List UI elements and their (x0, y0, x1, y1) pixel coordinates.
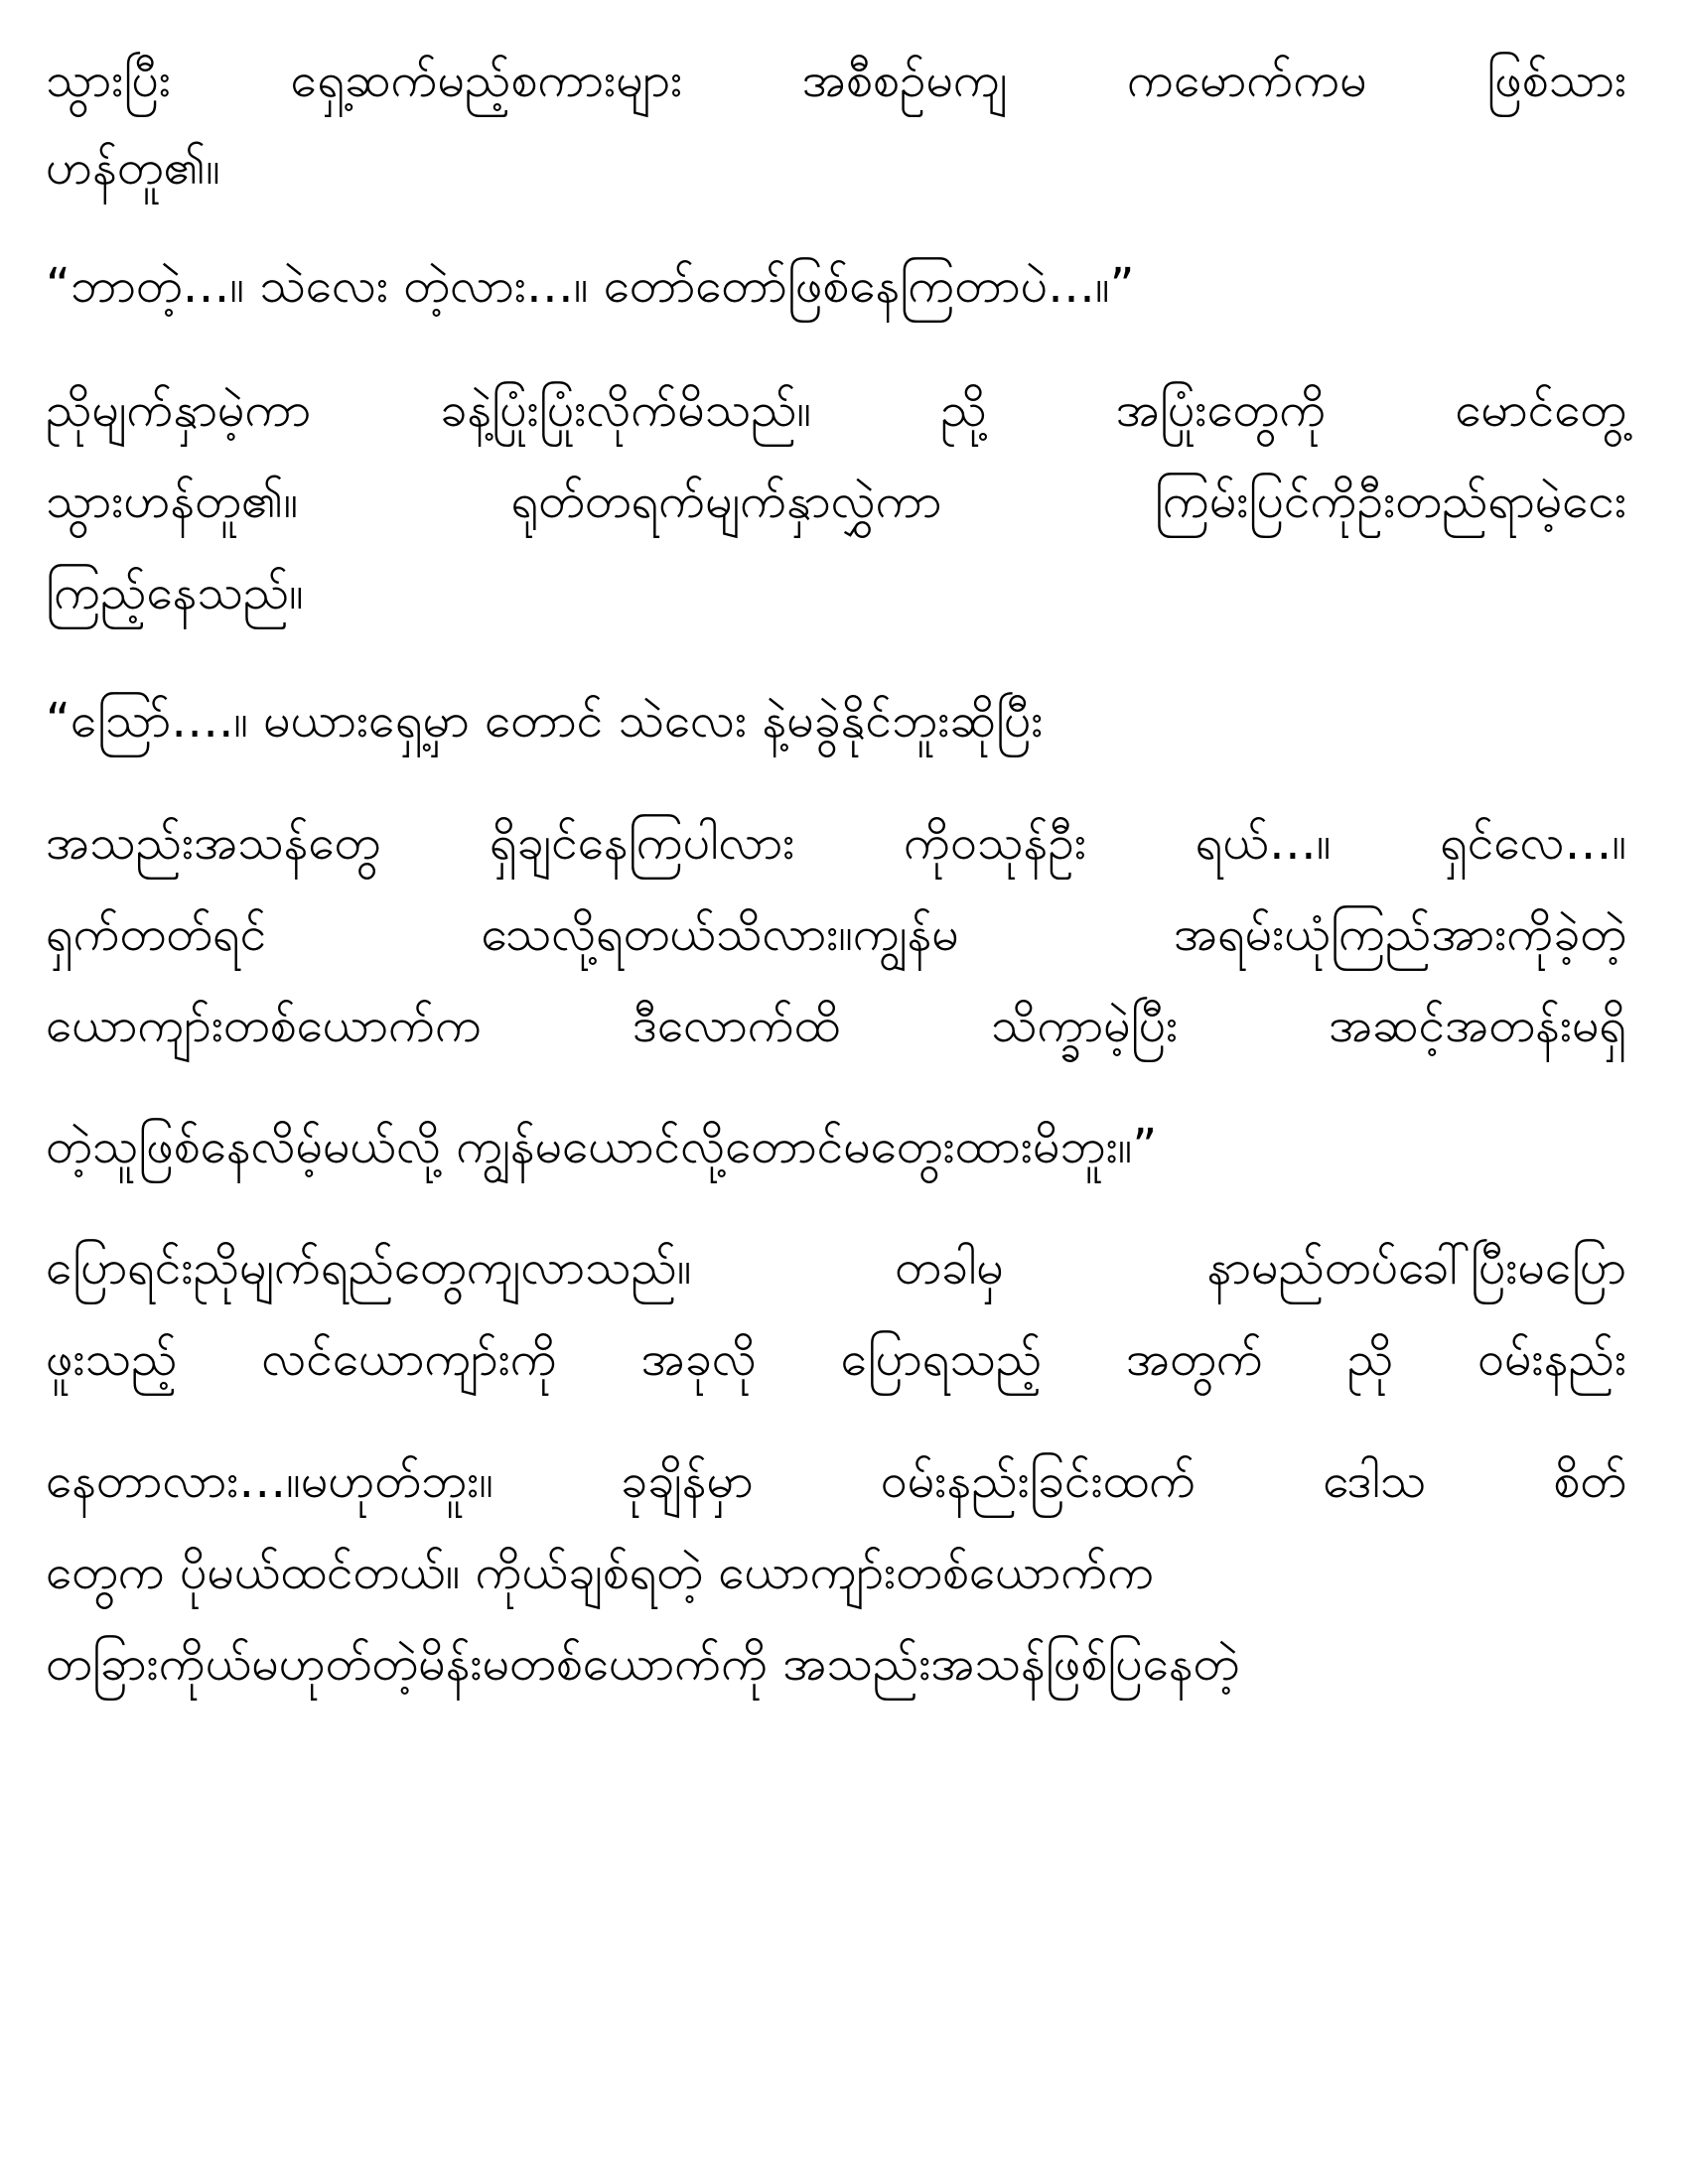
text-line: “ဘာတဲ့…။ သဲလေး တဲ့လား…။ တော်တော်ဖြစ်နေကြတာပဲ…။” (46, 258, 1135, 314)
text-line: ညိုမျက်နှာမဲ့ကာ ခနဲ့ပြုံးပြုံးလိုက်မိသည်။ ညို့ အပြုံးတွေကို မောင်တွေ့ (46, 382, 1626, 438)
text-line: ဟန်တူ၏။ (46, 140, 220, 196)
text-line: တခြားကိုယ်မဟုတ်တဲ့မိန်းမတစ်ယောက်ကို အသည်းအသန်ဖြစ်ပြနေတဲ့ (46, 1636, 1240, 1692)
text-line: တဲ့သူဖြစ်နေလိမ့်မယ်လို့ ကျွန်မယောင်လို့တောင်မတွေးထားမိဘူး။” (46, 1119, 1158, 1174)
text-line: သွားဟန်တူ၏။ ရုတ်တရက်မျက်နှာလွှဲကာ ကြမ်းပြင်ကိုဦးတည်ရာမဲ့ငေး (46, 474, 1626, 529)
text-line: အသည်းအသန်တွေ ရှိချင်နေကြပါလား ကိုဝသုန်ဦး ရယ်…။ ရှင်လေ…။ (46, 815, 1626, 871)
text-line: ကြည့်နေသည်။ (46, 565, 304, 620)
text-line: “သြော်….။ မယားရှေ့မှာ တောင် သဲလေး နဲ့မခွဲနိုင်ဘူးဆိုပြီး (46, 693, 1044, 749)
text-line: ရှက်တတ်ရင် သေလို့ရတယ်သိလား။ကျွန်မ အရမ်းယုံကြည်အားကိုခဲ့တဲ့ (46, 906, 1626, 962)
text-line: သွားပြီး ရှေ့ဆက်မည့်စကားများ အစီစဉ်မကျ ကမောက်ကမ ဖြစ်သား (46, 53, 1626, 108)
text-line: နေတာလား…။မဟုတ်ဘူး။ ခုချိန်မှာ ဝမ်းနည်းခြင်းထက် ဒေါသ စိတ် (46, 1453, 1626, 1509)
text-line: တွေက ပိုမယ်ထင်တယ်။ ကိုယ်ချစ်ရတဲ့ ယောကျာ်းတစ်ယောက်က (46, 1545, 1155, 1600)
text-line: ပြောရင်းညိုမျက်ရည်တွေကျလာသည်။ တခါမှ နာမည်တပ်ခေါ်ပြီးမပြော (46, 1240, 1626, 1296)
text-line: ဖူးသည့် လင်ယောကျာ်းကို အခုလို ပြောရသည့် အတွက် ညို ဝမ်းနည်း (46, 1331, 1626, 1387)
text-line: ယောကျာ်းတစ်ယောက်က ဒီလောက်ထိ သိက္ခာမဲ့ပြီး အဆင့်အတန်းမရှိ (46, 998, 1626, 1053)
